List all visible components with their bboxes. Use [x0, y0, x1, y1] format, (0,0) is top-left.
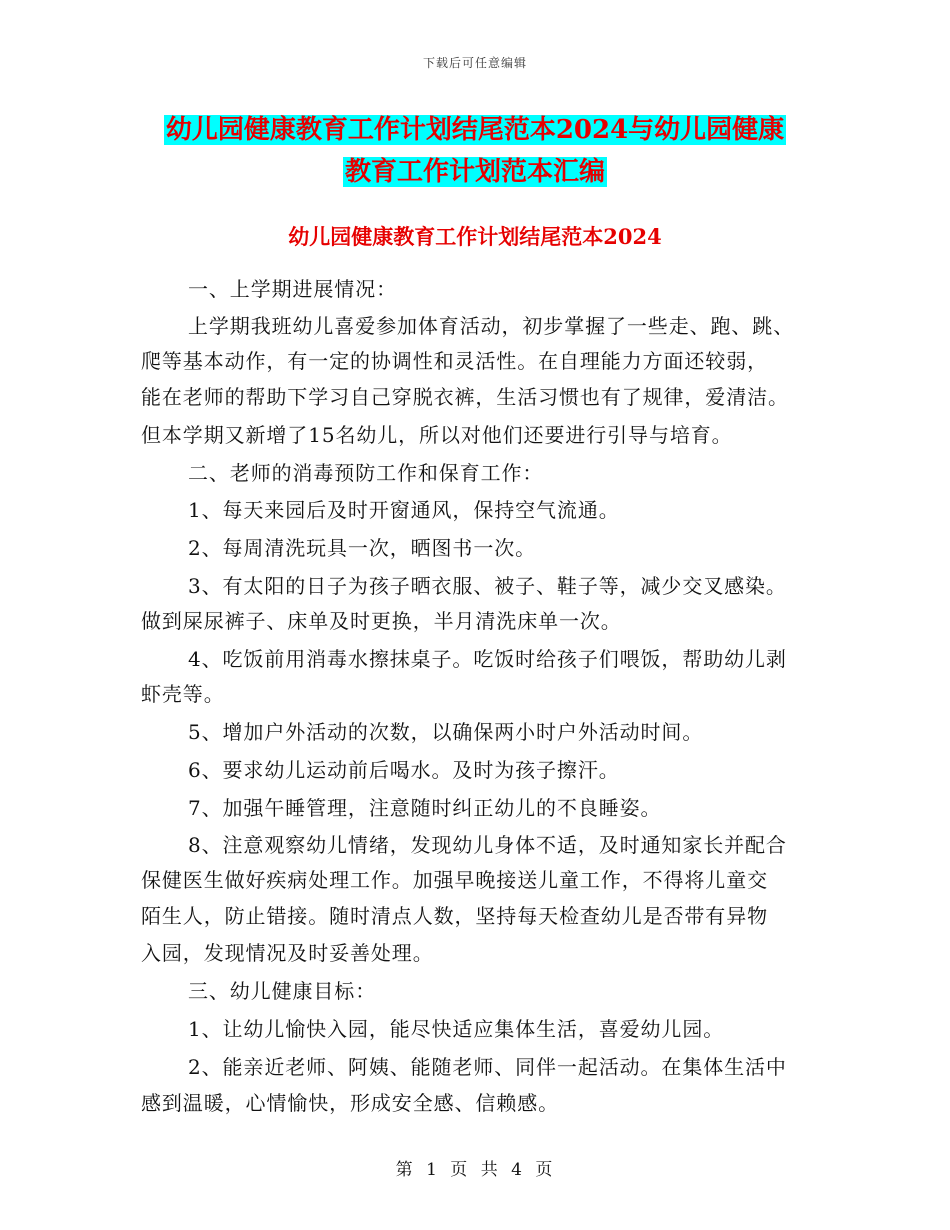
list-item: 4、吃饭前用消毒水擦抹桌子。吃饭时给孩子们喂饭，帮助幼儿剥 — [188, 647, 787, 671]
body-line: 入园，发现情况及时妥善处理。 — [141, 941, 434, 965]
list-item: 2、能亲近老师、阿姨、能随老师、同伴一起活动。在集体生活中 — [188, 1055, 787, 1079]
heading-3: 三、幼儿健康目标： — [188, 979, 377, 1003]
body-line: 但本学期又新增了15名幼儿，所以对他们还要进行引导与培育。 — [141, 423, 733, 447]
section-title: 幼儿园健康教育工作计划结尾范本2024 — [288, 224, 662, 249]
list-item: 8、注意观察幼儿情绪，发现幼儿身体不适，及时通知家长并配合 — [188, 833, 787, 857]
body-line: 感到温暖，心情愉快，形成安全感、信赖感。 — [141, 1091, 559, 1115]
list-item: 2、每周清洗玩具一次，晒图书一次。 — [188, 536, 537, 560]
body-line: 做到屎尿裤子、床单及时更换，半月清洗床单一次。 — [141, 609, 622, 633]
list-item: 1、让幼儿愉快入园，能尽快适应集体生活，喜爱幼儿园。 — [188, 1017, 725, 1041]
document-title-text-1: 幼儿园健康教育工作计划结尾范本2024与幼儿园健康 — [165, 115, 785, 145]
header-note: 下载后可任意编辑 — [422, 56, 527, 70]
body-line: 上学期我班幼儿喜爱参加体育活动，初步掌握了一些走、跑、跳、 — [188, 314, 795, 338]
document-title-line-1 — [0, 113, 950, 147]
body-line: 陌生人，防止错接。随时清点人数，坚持每天检查幼儿是否带有异物 — [141, 904, 768, 928]
body-line: 爬等基本动作，有一定的协调性和灵活性。在自理能力方面还较弱， — [141, 349, 768, 373]
list-item: 7、加强午睡管理，注意随时纠正幼儿的不良睡姿。 — [188, 796, 662, 820]
list-item: 5、增加户外活动的次数，以确保两小时户外活动时间。 — [188, 720, 704, 744]
body-line: 保健医生做好疾病处理工作。加强早晚接送儿童工作，不得将儿童交 — [141, 868, 768, 892]
page-footer: 第 1 页 共 4 页 — [395, 1160, 555, 1180]
body-line: 能在老师的帮助下学习自己穿脱衣裤，生活习惯也有了规律，爱清洁。 — [141, 385, 789, 409]
body-line: 虾壳等。 — [141, 682, 225, 706]
list-item: 1、每天来园后及时开窗通风，保持空气流通。 — [188, 498, 620, 522]
heading-2: 二、老师的消毒预防工作和保育工作： — [188, 461, 544, 485]
document-title-text-2: 教育工作计划范本汇编 — [344, 157, 605, 187]
list-item: 6、要求幼儿运动前后喝水。及时为孩子擦汗。 — [188, 758, 620, 782]
document-title-line-2 — [0, 155, 950, 189]
heading-1: 一、上学期进展情况： — [188, 277, 397, 301]
list-item: 3、有太阳的日子为孩子晒衣服、被子、鞋子等，减少交叉感染。 — [188, 574, 787, 598]
